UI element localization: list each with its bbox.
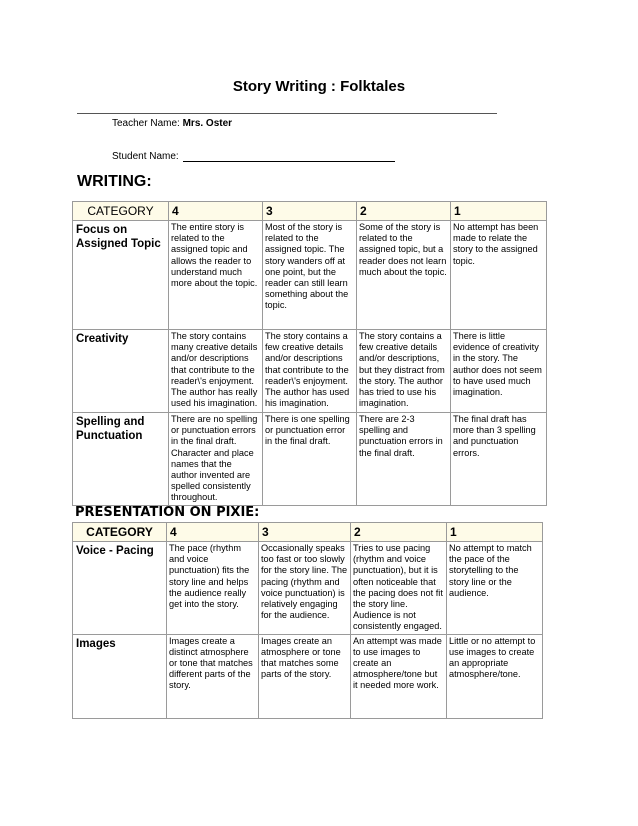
table-cell: The final draft has more than 3 spelling and punctuation errors. [451,413,547,506]
teacher-name: Mrs. Oster [182,118,233,129]
table-cell: There are 2-3 spelling and punctuation errors in the final draft. [357,413,451,506]
criterion-label: Creativity [73,330,169,413]
table-row [73,221,547,330]
document-title: Story Writing : Folktales [232,78,406,95]
table-cell: Some of the story is related to the assigned topic, but a reader does not learn much about the topic. [357,221,451,330]
student-line [112,151,395,162]
header-score-4: 4 [167,523,259,542]
table-header-row [73,202,547,221]
writing-rubric-table [72,201,547,506]
teacher-line [112,118,232,129]
header-score-3: 3 [259,523,351,542]
table-cell: Tries to use pacing (rhythm and voice punctuation), but it is often noticeable that the pacing does not fit the story line. Audience is not consistently engaged. [351,542,447,635]
table-cell: Most of the story is related to the assigned topic. The story wanders off at one point, but the reader can still learn something about the topic. [263,221,357,330]
header-category: CATEGORY [73,523,167,542]
header-score-2: 2 [357,202,451,221]
table-row [73,542,543,635]
student-label: Student Name: [112,151,179,162]
header-score-1: 1 [451,202,547,221]
table-cell: An attempt was made to use images to create an atmosphere/tone but it needed more work. [351,634,447,718]
table-cell: Images create an atmosphere or tone that matches some parts of the story. [259,634,351,718]
table-header-row [73,523,543,542]
criterion-label: Spelling and Punctuation [73,413,169,506]
table-cell: The story contains a few creative details and/or descriptions that contribute to the reader\'s enjoyment. The author has used his imagination. [263,330,357,413]
header-score-3: 3 [263,202,357,221]
table-row [73,634,543,718]
presentation-heading: PRESENTATION ON PIXIE: [75,505,260,520]
table-cell: No attempt to match the pace of the storytelling to the story line or the audience. [447,542,543,635]
table-cell: There is little evidence of creativity in the story. The author does not seem to have used much imagination. [451,330,547,413]
table-cell: No attempt has been made to relate the story to the assigned topic. [451,221,547,330]
criterion-label: Focus on Assigned Topic [73,221,169,330]
header-score-1: 1 [447,523,543,542]
table-cell: There are no spelling or punctuation errors in the final draft. Character and place names that the author invented are spelled consistently throughout. [169,413,263,506]
teacher-label: Teacher Name: [112,118,180,129]
table-cell: The story contains many creative details and/or descriptions that contribute to the reader\'s enjoyment. The author has really used his imagination. [169,330,263,413]
table-cell: Occasionally speaks too fast or too slowly for the story line. The pacing (rhythm and voice punctuation) is relatively engaging for the audience. [259,542,351,635]
table-cell: The pace (rhythm and voice punctuation) fits the story line and helps the audience really get into the story. [167,542,259,635]
criterion-label: Images [73,634,167,718]
title-divider [77,113,497,114]
table-cell: Little or no attempt to use images to create an appropriate atmosphere/tone. [447,634,543,718]
header-category: CATEGORY [73,202,169,221]
table-cell: Images create a distinct atmosphere or tone that matches different parts of the story. [167,634,259,718]
presentation-rubric-table [72,522,543,719]
table-cell: There is one spelling or punctuation error in the final draft. [263,413,357,506]
student-name-blank[interactable] [183,151,395,162]
table-row [73,413,547,506]
criterion-label: Voice - Pacing [73,542,167,635]
table-row [73,330,547,413]
header-score-2: 2 [351,523,447,542]
table-cell: The entire story is related to the assigned topic and allows the reader to understand much more about the topic. [169,221,263,330]
header-score-4: 4 [169,202,263,221]
writing-heading: WRITING: [77,173,152,190]
table-cell: The story contains a few creative details and/or descriptions, but they distract from the story. The author has tried to use his imagination. [357,330,451,413]
